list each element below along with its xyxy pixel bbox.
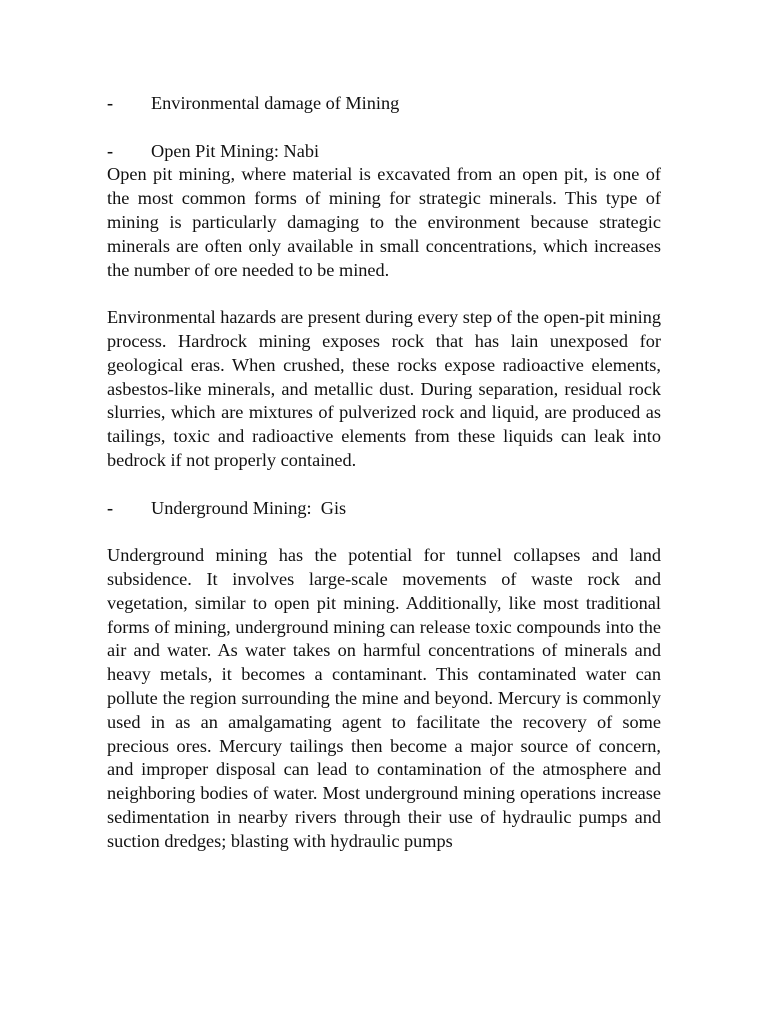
heading-text: Underground Mining: Gis [151, 497, 347, 518]
blank-line [107, 116, 661, 140]
blank-line [107, 473, 661, 497]
bullet-dash: - [107, 93, 114, 113]
bullet-dash: - [107, 497, 114, 518]
section-heading-underground-mining [107, 497, 661, 521]
document-page [107, 92, 661, 854]
blank-line [107, 520, 661, 544]
heading-text: Environmental damage of Mining [151, 93, 400, 113]
bullet-dash: - [107, 140, 114, 161]
section-heading-environmental-damage [107, 92, 661, 116]
paragraph-underground-mining: Underground mining has the potential for tunnel collapses and land subsidence. It involves large-scale movements of waste rock and vegetation, similar to open pit mining. Additionally, like most traditional forms of mining, underground mining can release toxic compounds into the air and water. As water takes on harmful concentrations of minerals and heavy metals, it becomes a contaminant. This contaminated water can pollute the region surrounding the mine and beyond. Mercury is commonly used in as an amalgamating agent to facilitate the recovery of some precious ores. Mercury tailings then become a major source of concern, and improper disposal can lead to contamination of the atmosphere and neighboring bodies of water. Most underground mining operations increase sedimentation in nearby rivers through their use of hydraulic pumps and suction dredges; blasting with hydraulic pumps [107, 545, 661, 851]
paragraph-open-pit-intro: Open pit mining, where material is excavated from an open pit, is one of the most common forms of mining for strategic minerals. This type of mining is particularly damaging to the environment because strategic minerals are often only available in small concentrations, which increases the number of ore needed to be mined. [107, 164, 661, 280]
heading-text: Open Pit Mining: Nabi [151, 140, 320, 161]
section-heading-open-pit-mining [107, 140, 661, 164]
paragraph-open-pit-hazards: Environmental hazards are present during every step of the open-pit mining process. Hardrock mining exposes rock that has lain unexposed for geological eras. When crushed, these rocks expose radioactive elements, asbestos-like minerals, and metallic dust. During separation, residual rock slurries, which are mixtures of pulverized rock and liquid, are produced as tailings, toxic and radioactive elements from these liquids can leak into bedrock if not properly contained. [107, 307, 661, 470]
blank-line [107, 282, 661, 306]
